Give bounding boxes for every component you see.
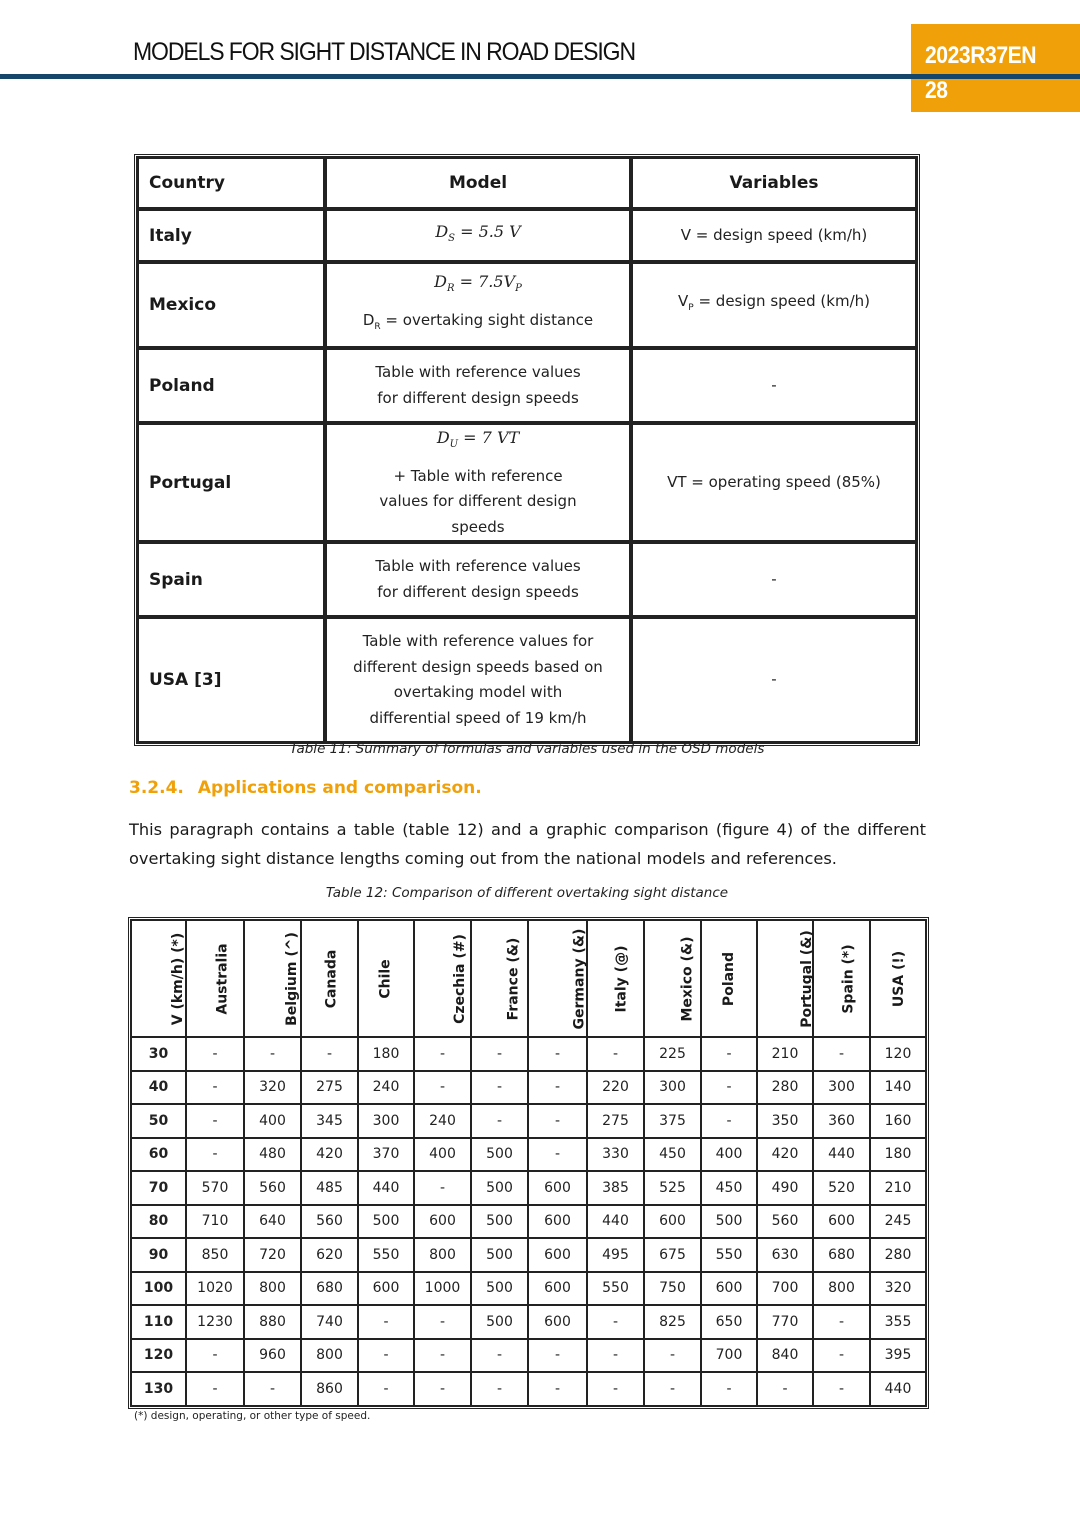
distance-cell: -	[813, 1372, 870, 1406]
col-header-country	[813, 920, 870, 1037]
distance-cell: -	[186, 1104, 244, 1138]
col-header-country	[471, 920, 528, 1037]
distance-cell: 490	[757, 1171, 813, 1205]
model-cell	[325, 262, 631, 348]
page-number: 28	[925, 77, 948, 104]
col-header-country: Country	[137, 157, 325, 209]
distance-cell: 480	[244, 1138, 301, 1172]
distance-cell: -	[528, 1071, 587, 1105]
distance-cell: 440	[870, 1372, 926, 1406]
distance-cell: 825	[644, 1305, 701, 1339]
table-row	[131, 1138, 926, 1172]
distance-cell: -	[471, 1339, 528, 1373]
table-row	[131, 1071, 926, 1105]
distance-cell: 220	[587, 1071, 644, 1105]
distance-cell: -	[414, 1037, 471, 1071]
distance-cell: 1020	[186, 1272, 244, 1306]
speed-cell: 50	[131, 1104, 186, 1138]
model-cell: Table with reference values for different design speeds based on overtaking model with differential speed of 19 km/h	[325, 617, 631, 743]
distance-cell: -	[528, 1104, 587, 1138]
distance-cell: 345	[301, 1104, 358, 1138]
distance-cell: 550	[358, 1238, 414, 1272]
distance-cell: 1230	[186, 1305, 244, 1339]
distance-cell: 350	[757, 1104, 813, 1138]
distance-cell: 840	[757, 1339, 813, 1373]
col-header-country	[701, 920, 757, 1037]
distance-cell: 520	[813, 1171, 870, 1205]
col-header-country	[757, 920, 813, 1037]
table-row	[131, 1238, 926, 1272]
distance-cell: -	[244, 1037, 301, 1071]
distance-cell: -	[701, 1372, 757, 1406]
distance-cell: 500	[471, 1305, 528, 1339]
distance-cell: -	[186, 1037, 244, 1071]
distance-cell: 385	[587, 1171, 644, 1205]
table-row	[131, 1372, 926, 1406]
report-badge	[911, 24, 1080, 112]
distance-cell: 485	[301, 1171, 358, 1205]
distance-cell: 400	[414, 1138, 471, 1172]
country-cell: Spain	[137, 542, 325, 617]
distance-cell: 600	[414, 1205, 471, 1239]
col-header-country	[644, 920, 701, 1037]
country-cell: Italy	[137, 209, 325, 262]
distance-cell: 210	[870, 1171, 926, 1205]
distance-cell: 640	[244, 1205, 301, 1239]
distance-cell: 495	[587, 1238, 644, 1272]
distance-cell: 600	[528, 1171, 587, 1205]
body-paragraph: This paragraph contains a table (table 12) and a graphic comparison (figure 4) of the different overtaking sight distance lengths coming out from the national models and references.	[129, 820, 926, 868]
distance-cell: -	[587, 1372, 644, 1406]
distance-cell: 800	[813, 1272, 870, 1306]
distance-cell: -	[414, 1171, 471, 1205]
distance-cell: -	[358, 1305, 414, 1339]
distance-cell: 500	[471, 1171, 528, 1205]
col-header-label: Poland	[721, 951, 738, 1006]
distance-cell: 880	[244, 1305, 301, 1339]
distance-cell: 600	[528, 1305, 587, 1339]
distance-cell: 500	[701, 1205, 757, 1239]
table-row	[137, 348, 917, 423]
distance-cell: -	[528, 1372, 587, 1406]
distance-cell: 400	[244, 1104, 301, 1138]
distance-cell: -	[528, 1339, 587, 1373]
model-note: + Table with reference values for different design speeds	[379, 466, 577, 536]
distance-cell: -	[186, 1372, 244, 1406]
distance-cell: 630	[757, 1238, 813, 1272]
formula: $D_S = 5.5$ V	[435, 222, 521, 245]
model-cell	[325, 423, 631, 542]
col-header-label: USA (!)	[891, 950, 908, 1007]
distance-cell: 770	[757, 1305, 813, 1339]
report-code: 2023R37EN	[925, 42, 1037, 69]
distance-cell: 1000	[414, 1272, 471, 1306]
speed-cell: 80	[131, 1205, 186, 1239]
distance-cell: 225	[644, 1037, 701, 1071]
distance-cell: 210	[757, 1037, 813, 1071]
speed-cell: 100	[131, 1272, 186, 1306]
table-11-caption: Table 11: Summary of formulas and variables used in the OSD models	[289, 741, 765, 757]
variables-cell: VT = operating speed (85%)	[631, 423, 917, 542]
col-header-label: Australia	[214, 942, 231, 1015]
distance-cell: 500	[471, 1238, 528, 1272]
col-header-label: Germany (&)	[571, 928, 588, 1029]
distance-cell: 375	[644, 1104, 701, 1138]
distance-cell: -	[587, 1305, 644, 1339]
distance-cell: -	[358, 1339, 414, 1373]
distance-cell: -	[644, 1339, 701, 1373]
table-12-caption: Table 12: Comparison of different overtaking sight distance	[325, 885, 729, 901]
table-row	[137, 423, 917, 542]
distance-cell: -	[471, 1104, 528, 1138]
distance-cell: -	[813, 1339, 870, 1373]
distance-cell: 650	[701, 1305, 757, 1339]
section-heading	[129, 778, 482, 798]
col-header-model: Model	[325, 157, 631, 209]
model-cell	[325, 209, 631, 262]
distance-cell: 420	[757, 1138, 813, 1172]
col-header-label: Spain (*)	[840, 943, 857, 1014]
distance-cell: 500	[471, 1138, 528, 1172]
table-row	[137, 209, 917, 262]
distance-cell: 600	[358, 1272, 414, 1306]
distance-cell: 275	[301, 1071, 358, 1105]
col-header-label: Italy (@)	[613, 945, 630, 1012]
table-row	[131, 1272, 926, 1306]
distance-cell: 240	[414, 1104, 471, 1138]
distance-cell: -	[471, 1372, 528, 1406]
table-row	[131, 1037, 926, 1071]
distance-cell: -	[244, 1372, 301, 1406]
distance-cell: 600	[813, 1205, 870, 1239]
distance-cell: 300	[358, 1104, 414, 1138]
speed-cell: 30	[131, 1037, 186, 1071]
col-header-country	[358, 920, 414, 1037]
table-11-osd-models	[134, 154, 920, 746]
distance-cell: 740	[301, 1305, 358, 1339]
distance-cell: -	[414, 1339, 471, 1373]
distance-cell: -	[813, 1305, 870, 1339]
distance-cell: 600	[528, 1205, 587, 1239]
col-header-label: Belgium (^)	[283, 931, 300, 1026]
col-header-label: Chile	[378, 958, 394, 999]
country-cell: Mexico	[137, 262, 325, 348]
distance-cell: 120	[870, 1037, 926, 1071]
distance-cell: 680	[301, 1272, 358, 1306]
formula: $D_U = 7$ VT	[436, 428, 520, 451]
distance-cell: 860	[301, 1372, 358, 1406]
speed-cell: 120	[131, 1339, 186, 1373]
distance-cell: -	[186, 1138, 244, 1172]
distance-cell: 600	[701, 1272, 757, 1306]
distance-cell: 280	[870, 1238, 926, 1272]
distance-cell: 560	[244, 1171, 301, 1205]
variables-cell: -	[631, 617, 917, 743]
distance-cell: 600	[528, 1272, 587, 1306]
speed-cell: 70	[131, 1171, 186, 1205]
distance-cell: -	[587, 1037, 644, 1071]
distance-cell: -	[358, 1372, 414, 1406]
distance-cell: -	[528, 1138, 587, 1172]
distance-cell: 320	[244, 1071, 301, 1105]
table-row	[131, 1339, 926, 1373]
distance-cell: 440	[587, 1205, 644, 1239]
distance-cell: 440	[358, 1171, 414, 1205]
distance-cell: -	[186, 1339, 244, 1373]
variables-cell: V = design speed (km/h)	[631, 209, 917, 262]
col-header-label: Czechia (#)	[451, 933, 468, 1024]
distance-cell: 140	[870, 1071, 926, 1105]
distance-cell: -	[471, 1071, 528, 1105]
speed-cell: 130	[131, 1372, 186, 1406]
col-header-country	[528, 920, 587, 1037]
distance-cell: 330	[587, 1138, 644, 1172]
distance-cell: 850	[186, 1238, 244, 1272]
distance-cell: 450	[701, 1171, 757, 1205]
distance-cell: -	[701, 1037, 757, 1071]
distance-cell: 245	[870, 1205, 926, 1239]
section-number: 3.2.4.	[129, 778, 184, 798]
model-note: $D_R$ = overtaking sight distance	[362, 311, 594, 333]
table-row	[131, 1104, 926, 1138]
table-header-row	[137, 157, 917, 209]
distance-cell: 560	[757, 1205, 813, 1239]
distance-cell: -	[301, 1037, 358, 1071]
distance-cell: 275	[587, 1104, 644, 1138]
distance-cell: 550	[587, 1272, 644, 1306]
distance-cell: -	[414, 1071, 471, 1105]
distance-cell: -	[414, 1372, 471, 1406]
distance-cell: 355	[870, 1305, 926, 1339]
distance-cell: 180	[358, 1037, 414, 1071]
col-header-country	[186, 920, 244, 1037]
country-cell: Portugal	[137, 423, 325, 542]
distance-cell: -	[701, 1104, 757, 1138]
distance-cell: 395	[870, 1339, 926, 1373]
distance-cell: 500	[471, 1272, 528, 1306]
distance-cell: 320	[870, 1272, 926, 1306]
col-header-variables: Variables	[631, 157, 917, 209]
distance-cell: 680	[813, 1238, 870, 1272]
distance-cell: -	[528, 1037, 587, 1071]
col-header-country	[870, 920, 926, 1037]
col-header-label: Canada	[323, 949, 340, 1008]
distance-cell: 800	[244, 1272, 301, 1306]
col-header-speed	[131, 920, 186, 1037]
col-header-country	[587, 920, 644, 1037]
col-header-country	[301, 920, 358, 1037]
distance-cell: 960	[244, 1339, 301, 1373]
distance-cell: 700	[757, 1272, 813, 1306]
distance-cell: 280	[757, 1071, 813, 1105]
variables-cell: -	[631, 348, 917, 423]
speed-cell: 110	[131, 1305, 186, 1339]
distance-cell: 710	[186, 1205, 244, 1239]
country-cell: Poland	[137, 348, 325, 423]
table-row	[137, 617, 917, 743]
col-header-label: Mexico (&)	[679, 935, 696, 1022]
model-cell: Table with reference values for different design speeds	[325, 542, 631, 617]
table-row	[137, 542, 917, 617]
distance-cell: 600	[528, 1238, 587, 1272]
distance-cell: -	[471, 1037, 528, 1071]
country-cell: USA [3]	[137, 617, 325, 743]
distance-cell: 420	[301, 1138, 358, 1172]
distance-cell: 550	[701, 1238, 757, 1272]
distance-cell: 720	[244, 1238, 301, 1272]
table-row	[131, 1205, 926, 1239]
formula: $D_R = 7.5V_P$	[434, 272, 522, 295]
speed-cell: 60	[131, 1138, 186, 1172]
table-header-row	[131, 920, 926, 1037]
col-header-label: France (&)	[505, 937, 522, 1020]
distance-cell: 450	[644, 1138, 701, 1172]
distance-cell: 400	[701, 1138, 757, 1172]
col-header-label: V (km/h) (*)	[170, 932, 187, 1025]
table-footnote: (*) design, operating, or other type of speed.	[134, 1410, 371, 1422]
distance-cell: 600	[644, 1205, 701, 1239]
table-row	[131, 1305, 926, 1339]
distance-cell: -	[186, 1071, 244, 1105]
distance-cell: 360	[813, 1104, 870, 1138]
distance-cell: 525	[644, 1171, 701, 1205]
distance-cell: 180	[870, 1138, 926, 1172]
table-row	[131, 1171, 926, 1205]
distance-cell: 300	[813, 1071, 870, 1105]
distance-cell: 675	[644, 1238, 701, 1272]
distance-cell: 370	[358, 1138, 414, 1172]
distance-cell: -	[414, 1305, 471, 1339]
table-12-osd-comparison	[128, 917, 929, 1409]
distance-cell: -	[757, 1372, 813, 1406]
distance-cell: 500	[358, 1205, 414, 1239]
distance-cell: -	[644, 1372, 701, 1406]
distance-cell: 300	[644, 1071, 701, 1105]
distance-cell: 800	[414, 1238, 471, 1272]
col-header-country	[414, 920, 471, 1037]
col-header-label: Portugal (&)	[798, 929, 815, 1028]
distance-cell: 560	[301, 1205, 358, 1239]
running-header-title: MODELS FOR SIGHT DISTANCE IN ROAD DESIGN	[133, 38, 635, 66]
variables-cell: -	[631, 542, 917, 617]
distance-cell: -	[701, 1071, 757, 1105]
variables-cell: $V_P$ = design speed (km/h)	[631, 262, 917, 348]
model-cell: Table with reference values for different design speeds	[325, 348, 631, 423]
distance-cell: 620	[301, 1238, 358, 1272]
distance-cell: 800	[301, 1339, 358, 1373]
section-title: Applications and comparison.	[197, 778, 482, 798]
col-header-country	[244, 920, 301, 1037]
distance-cell: -	[587, 1339, 644, 1373]
distance-cell: 500	[471, 1205, 528, 1239]
distance-cell: 700	[701, 1339, 757, 1373]
distance-cell: 240	[358, 1071, 414, 1105]
distance-cell: -	[813, 1037, 870, 1071]
table-row	[137, 262, 917, 348]
distance-cell: 440	[813, 1138, 870, 1172]
distance-cell: 750	[644, 1272, 701, 1306]
distance-cell: 570	[186, 1171, 244, 1205]
speed-cell: 90	[131, 1238, 186, 1272]
speed-cell: 40	[131, 1071, 186, 1105]
distance-cell: 160	[870, 1104, 926, 1138]
